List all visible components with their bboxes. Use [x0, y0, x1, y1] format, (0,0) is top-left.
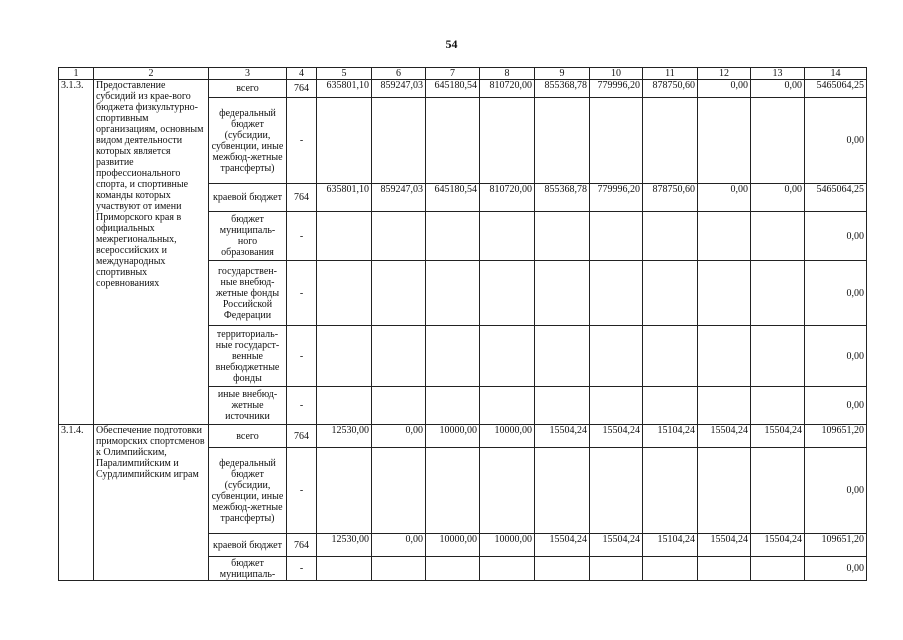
funding-source: краевой бюджет	[209, 184, 287, 212]
year-value: 0,00	[698, 80, 751, 98]
year-value	[535, 212, 590, 261]
year-value	[590, 98, 643, 184]
year-value	[372, 557, 426, 581]
total-value: 0,00	[805, 212, 867, 261]
year-value	[698, 448, 751, 534]
total-value: 0,00	[805, 387, 867, 425]
year-value	[317, 261, 372, 326]
grbs-code: 764	[287, 184, 317, 212]
header-cell: 7	[426, 68, 480, 80]
year-value: 15504,24	[535, 425, 590, 448]
page-number: 54	[445, 37, 458, 51]
year-value: 859247,03	[372, 80, 426, 98]
year-value	[480, 557, 535, 581]
header-cell: 6	[372, 68, 426, 80]
grbs-code: -	[287, 387, 317, 425]
header-cell: 10	[590, 68, 643, 80]
year-value: 0,00	[372, 534, 426, 557]
total-value: 0,00	[805, 557, 867, 581]
year-value	[751, 448, 805, 534]
year-value	[698, 387, 751, 425]
year-value	[698, 557, 751, 581]
year-value: 10000,00	[480, 534, 535, 557]
funding-source: территориаль-ные государст-венные внебюджетные фонды	[209, 326, 287, 387]
year-value: 810720,00	[480, 184, 535, 212]
year-value: 15104,24	[643, 534, 698, 557]
year-value: 15504,24	[535, 534, 590, 557]
year-value	[426, 448, 480, 534]
year-value: 15104,24	[643, 425, 698, 448]
funding-source: краевой бюджет	[209, 534, 287, 557]
year-value	[590, 387, 643, 425]
grbs-code: 764	[287, 534, 317, 557]
grbs-code: -	[287, 557, 317, 581]
header-cell: 3	[209, 68, 287, 80]
year-value	[426, 261, 480, 326]
year-value	[535, 98, 590, 184]
grbs-code: -	[287, 98, 317, 184]
funding-source: всего	[209, 80, 287, 98]
total-value: 0,00	[805, 98, 867, 184]
section-code: 3.1.3.	[59, 80, 94, 425]
header-cell: 12	[698, 68, 751, 80]
year-value	[372, 261, 426, 326]
funding-source: иные внебюд-жетные источники	[209, 387, 287, 425]
year-value	[317, 387, 372, 425]
year-value: 779996,20	[590, 80, 643, 98]
header-cell: 1	[59, 68, 94, 80]
year-value	[751, 326, 805, 387]
year-value: 779996,20	[590, 184, 643, 212]
funding-source: государствен-ные внебюд-жетные фонды Российской Федерации	[209, 261, 287, 326]
year-value: 0,00	[372, 425, 426, 448]
year-value	[643, 387, 698, 425]
section-name: Предоставление субсидий из крае-вого бюджета физкультурно-спортивным организациям, основным видом деятельности которых является развитие профессионального спорта, и спортивные команды которых участвуют от имени Приморского края в официальных межрегиональных, всероссийских и международных спортивных соревнованиях	[94, 80, 209, 425]
year-value: 12530,00	[317, 534, 372, 557]
year-value	[643, 557, 698, 581]
year-value: 855368,78	[535, 184, 590, 212]
year-value: 10000,00	[426, 425, 480, 448]
header-cell: 8	[480, 68, 535, 80]
year-value: 10000,00	[426, 534, 480, 557]
year-value	[751, 557, 805, 581]
year-value: 855368,78	[535, 80, 590, 98]
year-value	[317, 448, 372, 534]
year-value: 0,00	[751, 80, 805, 98]
grbs-code: -	[287, 326, 317, 387]
table-row	[59, 80, 867, 98]
grbs-code: 764	[287, 425, 317, 448]
year-value: 0,00	[698, 184, 751, 212]
year-value	[317, 98, 372, 184]
year-value	[480, 261, 535, 326]
total-value: 5465064,25	[805, 80, 867, 98]
year-value	[590, 326, 643, 387]
year-value	[751, 212, 805, 261]
year-value	[535, 557, 590, 581]
year-value	[480, 98, 535, 184]
year-value	[426, 98, 480, 184]
year-value	[643, 448, 698, 534]
header-cell: 4	[287, 68, 317, 80]
section-name: Обеспечение подготовки приморских спортсменов к Олимпийским, Паралимпийским и Сурдлимпийским играм	[94, 425, 209, 581]
total-value: 0,00	[805, 326, 867, 387]
header-row	[59, 68, 867, 80]
grbs-code: 764	[287, 80, 317, 98]
funding-source: бюджет муниципаль-ного образования	[209, 212, 287, 261]
year-value: 15504,24	[590, 534, 643, 557]
total-value: 0,00	[805, 448, 867, 534]
year-value	[372, 98, 426, 184]
year-value	[698, 98, 751, 184]
year-value	[590, 557, 643, 581]
grbs-code: -	[287, 212, 317, 261]
year-value	[535, 326, 590, 387]
year-value	[372, 212, 426, 261]
total-value: 109651,20	[805, 534, 867, 557]
funding-source: бюджет муниципаль-	[209, 557, 287, 581]
year-value	[480, 212, 535, 261]
year-value: 635801,10	[317, 80, 372, 98]
year-value: 645180,54	[426, 80, 480, 98]
header-cell: 5	[317, 68, 372, 80]
year-value	[317, 557, 372, 581]
year-value	[590, 448, 643, 534]
year-value	[426, 212, 480, 261]
funding-source: федеральный бюджет (субсидии, субвенции, иные межбюд-жетные трансферты)	[209, 98, 287, 184]
year-value: 0,00	[751, 184, 805, 212]
year-value	[698, 326, 751, 387]
year-value	[317, 326, 372, 387]
year-value	[751, 387, 805, 425]
year-value	[643, 261, 698, 326]
year-value	[426, 326, 480, 387]
year-value: 15504,24	[590, 425, 643, 448]
year-value	[426, 557, 480, 581]
year-value: 15504,24	[751, 534, 805, 557]
grbs-code: -	[287, 261, 317, 326]
total-value: 5465064,25	[805, 184, 867, 212]
year-value: 12530,00	[317, 425, 372, 448]
year-value	[698, 212, 751, 261]
total-value: 0,00	[805, 261, 867, 326]
year-value	[317, 212, 372, 261]
year-value: 15504,24	[751, 425, 805, 448]
year-value	[643, 212, 698, 261]
year-value: 810720,00	[480, 80, 535, 98]
grbs-code: -	[287, 448, 317, 534]
budget-table	[58, 67, 867, 581]
header-cell: 14	[805, 68, 867, 80]
header-cell: 13	[751, 68, 805, 80]
section-code: 3.1.4.	[59, 425, 94, 581]
year-value	[372, 448, 426, 534]
year-value	[480, 448, 535, 534]
year-value: 15504,24	[698, 425, 751, 448]
year-value: 635801,10	[317, 184, 372, 212]
year-value	[372, 387, 426, 425]
year-value	[643, 326, 698, 387]
year-value: 645180,54	[426, 184, 480, 212]
header-cell: 9	[535, 68, 590, 80]
year-value: 10000,00	[480, 425, 535, 448]
year-value	[535, 261, 590, 326]
year-value	[590, 212, 643, 261]
year-value	[535, 387, 590, 425]
year-value: 859247,03	[372, 184, 426, 212]
funding-source: федеральный бюджет (субсидии, субвенции, иные межбюд-жетные трансферты)	[209, 448, 287, 534]
table-row	[59, 425, 867, 448]
year-value	[751, 98, 805, 184]
year-value	[480, 326, 535, 387]
year-value	[590, 261, 643, 326]
year-value: 878750,60	[643, 184, 698, 212]
year-value: 15504,24	[698, 534, 751, 557]
total-value: 109651,20	[805, 425, 867, 448]
year-value	[751, 261, 805, 326]
table-body	[59, 80, 867, 581]
header-cell: 11	[643, 68, 698, 80]
year-value	[426, 387, 480, 425]
header-cell: 2	[94, 68, 209, 80]
funding-source: всего	[209, 425, 287, 448]
year-value: 878750,60	[643, 80, 698, 98]
year-value	[480, 387, 535, 425]
year-value	[372, 326, 426, 387]
year-value	[535, 448, 590, 534]
year-value	[643, 98, 698, 184]
year-value	[698, 261, 751, 326]
